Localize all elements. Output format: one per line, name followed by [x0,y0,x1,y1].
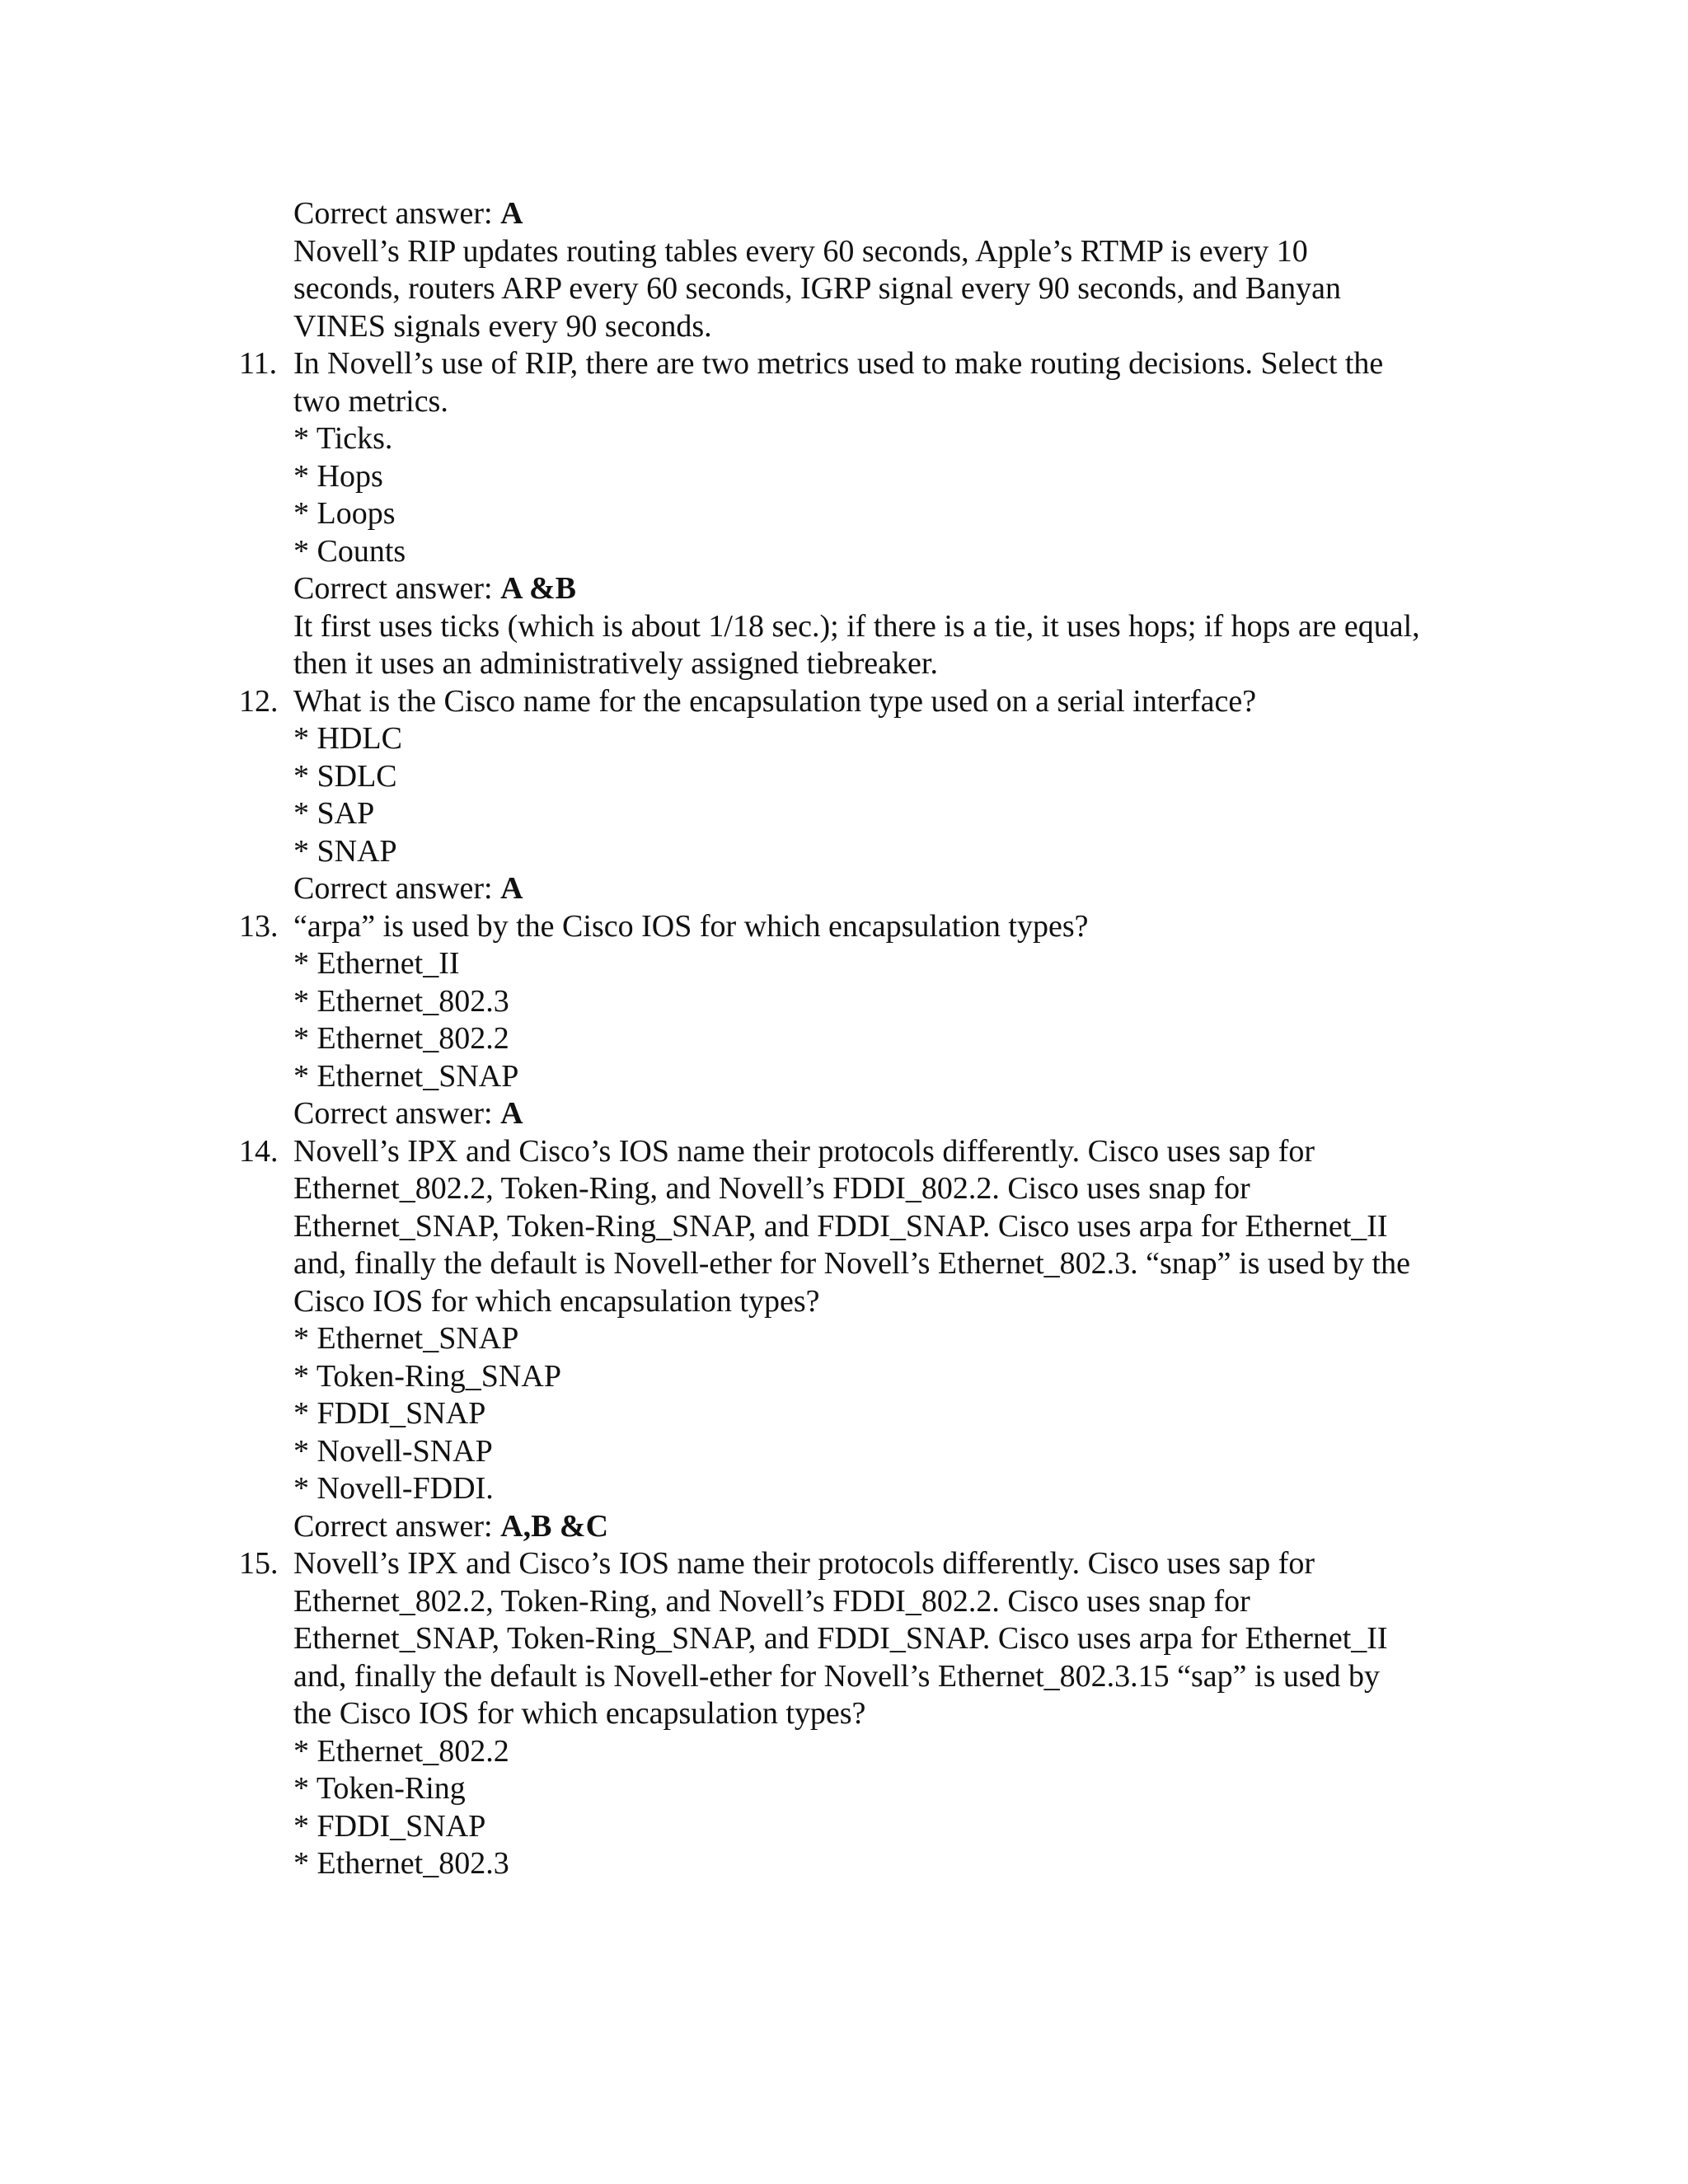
question-text-line: What is the Cisco name for the encapsulation type used on a serial interface? [293,683,1257,719]
answer-label: Correct answer: [293,1096,501,1131]
question-15 [239,1545,1480,1883]
question-text-line: two metrics. [293,383,448,419]
question-text-line: “arpa” is used by the Cisco IOS for which encapsulation types? [293,908,1089,944]
question-text-line: Novell’s IPX and Cisco’s IOS name their protocols differently. Cisco uses sap for [293,1133,1315,1169]
answer-value: A [500,1096,523,1131]
answer-value: A &B [500,571,576,606]
question-text-line: Ethernet_802.2, Token-Ring, and Novell’s FDDI_802.2. Cisco uses snap for [293,1171,1250,1206]
option-item: * Token-Ring_SNAP [293,1358,561,1394]
option-item: * Ethernet_802.2 [293,1733,509,1769]
option-item: * HDLC [293,721,402,756]
intro-block [293,195,1480,345]
question-11 [239,345,1480,683]
explanation-line: then it uses an administratively assigned tiebreaker. [293,646,938,681]
option-item: * Token-Ring [293,1771,466,1806]
option-item: * FDDI_SNAP [293,1396,486,1431]
option-item: * Ethernet_802.3 [293,1846,509,1881]
correct-answer-line [293,570,1480,608]
question-number: 13. [239,908,279,944]
option-item: * Ethernet_802.2 [293,1021,509,1056]
question-12 [239,683,1480,908]
answer-value: A,B &C [500,1508,609,1544]
explanation-line: Novell’s RIP updates routing tables every 60 seconds, Apple’s RTMP is every 10 [293,233,1308,269]
answer-value: A [500,871,523,906]
option-item: * Ethernet_802.3 [293,983,509,1019]
answer-value: A [500,196,523,231]
question-text-line: and, finally the default is Novell-ether for Novell’s Ethernet_802.3. “snap” is used by the [293,1246,1410,1281]
question-14 [239,1133,1480,1546]
option-item: * SAP [293,796,375,831]
option-item: * Loops [293,496,396,531]
answer-label: Correct answer: [293,571,501,606]
option-item: * Ticks. [293,421,393,456]
explanation-line: VINES signals every 90 seconds. [293,308,712,344]
question-number: 15. [239,1546,279,1581]
option-item: * Ethernet_SNAP [293,1321,519,1356]
correct-answer-line [293,1508,1480,1546]
question-13 [239,908,1480,1133]
explanation-line: seconds, routers ARP every 60 seconds, IGRP signal every 90 seconds, and Banyan [293,271,1342,306]
question-text-line: and, finally the default is Novell-ether for Novell’s Ethernet_802.3.15 “sap” is used by [293,1658,1381,1694]
option-item: * Novell-FDDI. [293,1471,494,1506]
correct-answer-line [293,1095,1480,1133]
explanation-line: It first uses ticks (which is about 1/18 sec.); if there is a tie, it uses hops; if hops are equal, [293,608,1420,644]
question-text-line: the Cisco IOS for which encapsulation types? [293,1696,866,1731]
document-content [239,195,1480,1883]
option-item: * Ethernet_SNAP [293,1058,519,1094]
option-item: * Counts [293,533,406,569]
answer-label: Correct answer: [293,196,501,231]
question-number: 11. [239,346,278,381]
option-item: * Hops [293,458,383,494]
question-text-line: Ethernet_802.2, Token-Ring, and Novell’s FDDI_802.2. Cisco uses snap for [293,1583,1250,1619]
correct-answer-line [293,870,1480,908]
question-text-line: Ethernet_SNAP, Token-Ring_SNAP, and FDDI_SNAP. Cisco uses arpa for Ethernet_II [293,1208,1388,1244]
question-text-line: Ethernet_SNAP, Token-Ring_SNAP, and FDDI_SNAP. Cisco uses arpa for Ethernet_II [293,1621,1388,1656]
question-text-line: Novell’s IPX and Cisco’s IOS name their protocols differently. Cisco uses sap for [293,1546,1315,1581]
option-item: * Novell-SNAP [293,1433,493,1469]
option-item: * Ethernet_II [293,946,460,981]
answer-label: Correct answer: [293,871,501,906]
question-text-line: In Novell’s use of RIP, there are two metrics used to make routing decisions. Select the [293,346,1384,381]
question-number: 14. [239,1133,279,1169]
option-item: * SDLC [293,758,397,794]
question-number: 12. [239,683,279,719]
option-item: * SNAP [293,833,397,869]
question-text-line: Cisco IOS for which encapsulation types? [293,1283,820,1319]
answer-label: Correct answer: [293,1508,501,1544]
correct-answer-line [293,195,1480,233]
option-item: * FDDI_SNAP [293,1808,486,1844]
